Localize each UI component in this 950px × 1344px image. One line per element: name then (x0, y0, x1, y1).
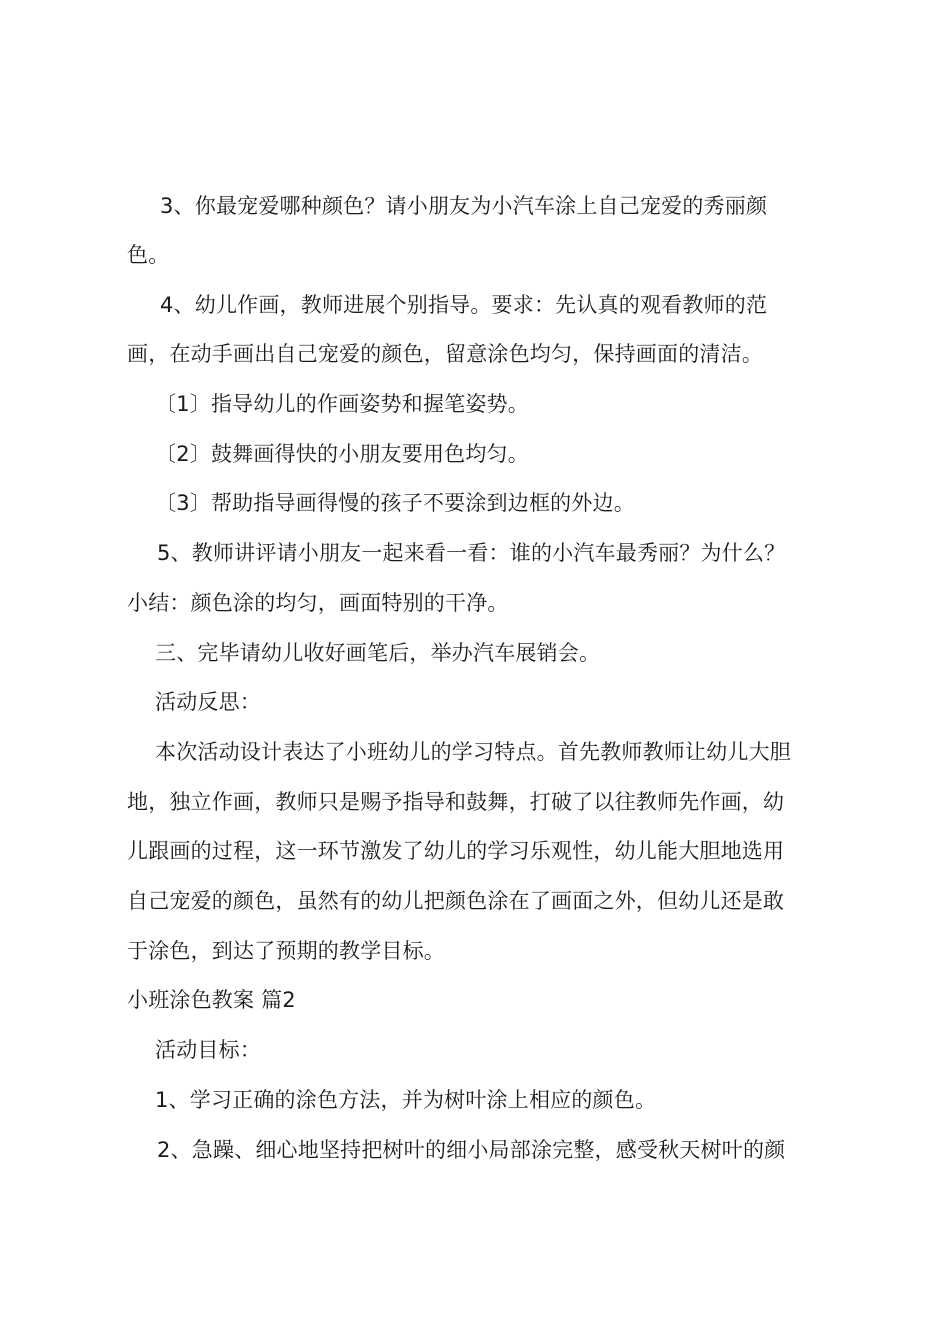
paragraph-line: 小结：颜色涂的均匀，画面特别的干净。 (127, 591, 509, 615)
paragraph-line: 地，独立作画，教师只是赐予指导和鼓舞，打破了以往教师先作画，幼 (127, 790, 785, 814)
paragraph-line: 3、你最宠爱哪种颜色？请小朋友为小汽车涂上自己宠爱的秀丽颜 (160, 194, 768, 218)
paragraph-line: 4、幼儿作画，教师进展个别指导。要求：先认真的观看教师的范 (160, 293, 768, 317)
list-item: 〔1〕指导幼儿的作画姿势和握笔姿势。 (155, 392, 529, 416)
paragraph-line: 儿跟画的过程，这一环节激发了幼儿的学习乐观性，幼儿能大胆地选用 (127, 839, 785, 863)
section-heading: 三、完毕请幼儿收好画笔后，举办汽车展销会。 (155, 641, 601, 665)
article-title: 小班涂色教案 篇2 (127, 988, 296, 1012)
section-heading: 活动目标： (155, 1038, 261, 1062)
paragraph-line: 画，在动手画出自己宠爱的颜色，留意涂色均匀，保持画面的清洁。 (127, 342, 763, 366)
paragraph-line: 自己宠爱的颜色，虽然有的幼儿把颜色涂在了画面之外，但幼儿还是敢 (127, 889, 785, 913)
paragraph-line: 本次活动设计表达了小班幼儿的学习特点。首先教师教师让幼儿大胆 (155, 740, 791, 764)
paragraph-line: 色。 (127, 243, 170, 267)
paragraph-line: 于涂色，到达了预期的教学目标。 (127, 939, 445, 963)
list-item: 〔2〕鼓舞画得快的小朋友要用色均匀。 (155, 442, 529, 466)
list-item: 2、急躁、细心地坚持把树叶的细小局部涂完整，感受秋天树叶的颜 (157, 1138, 786, 1162)
paragraph-line: 5、教师讲评请小朋友一起来看一看：谁的小汽车最秀丽？为什么？ (157, 541, 786, 565)
list-item: 〔3〕帮助指导画得慢的孩子不要涂到边框的外边。 (155, 491, 635, 515)
list-item: 1、学习正确的涂色方法，并为树叶涂上相应的颜色。 (155, 1088, 657, 1112)
section-heading: 活动反思： (155, 690, 261, 714)
